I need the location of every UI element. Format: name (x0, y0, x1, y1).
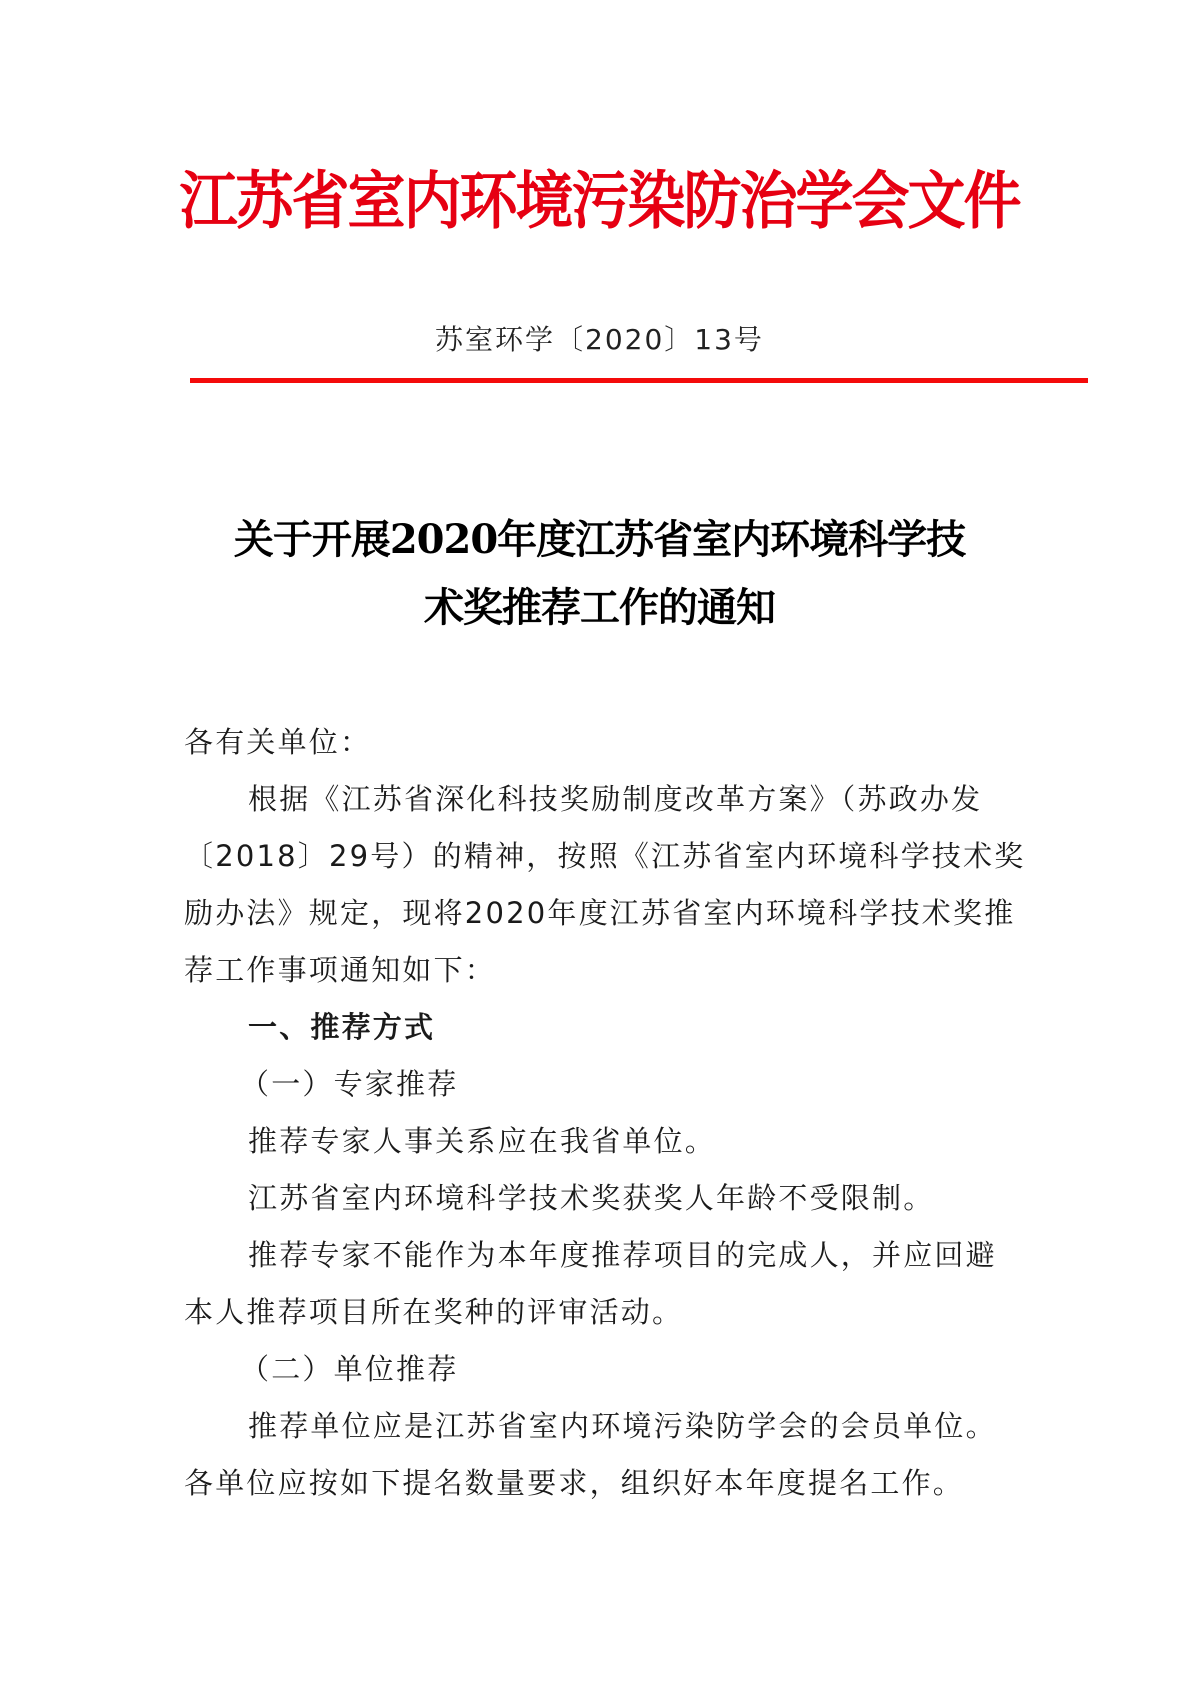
document-number: 苏室环学〔2020〕13号 (435, 323, 764, 356)
subsection-2-heading: （二）单位推荐 (240, 1352, 459, 1386)
section-1-heading: 一、推荐方式 (248, 1010, 436, 1044)
notice-title-line-1: 关于开展2020年度江苏省室内环境科学技 (233, 516, 966, 563)
red-divider-rule (190, 378, 1088, 383)
subsection-1-paragraph-2: 江苏省室内环境科学技术奖获奖人年龄不受限制。 (248, 1181, 935, 1215)
subsection-1-paragraph-1: 推荐专家人事关系应在我省单位。 (248, 1124, 717, 1158)
subsection-1-paragraph-3-line-1: 推荐专家不能作为本年度推荐项目的完成人，并应回避 (248, 1238, 997, 1272)
subsection-2-paragraph-2: 各单位应按如下提名数量要求，组织好本年度提名工作。 (184, 1466, 965, 1500)
subsection-2-paragraph-1: 推荐单位应是江苏省室内环境污染防学会的会员单位。 (248, 1409, 997, 1443)
intro-line-4: 荐工作事项通知如下： (184, 953, 497, 987)
intro-line-3: 励办法》规定，现将2020年度江苏省室内环境科学技术奖推 (184, 896, 1016, 930)
organization-header-title: 江苏省室内环境污染防治学会文件 (179, 164, 1020, 238)
intro-line-1: 根据《江苏省深化科技奖励制度改革方案》（苏政办发 (248, 782, 983, 816)
intro-line-2: 〔2018〕29号）的精神，按照《江苏省室内环境科学技术奖 (184, 839, 1026, 873)
subsection-1-paragraph-3-line-2: 本人推荐项目所在奖种的评审活动。 (184, 1295, 684, 1329)
notice-title-line-2: 术奖推荐工作的通知 (424, 584, 775, 631)
salutation: 各有关单位： (184, 725, 372, 759)
subsection-1-heading: （一）专家推荐 (240, 1067, 459, 1101)
